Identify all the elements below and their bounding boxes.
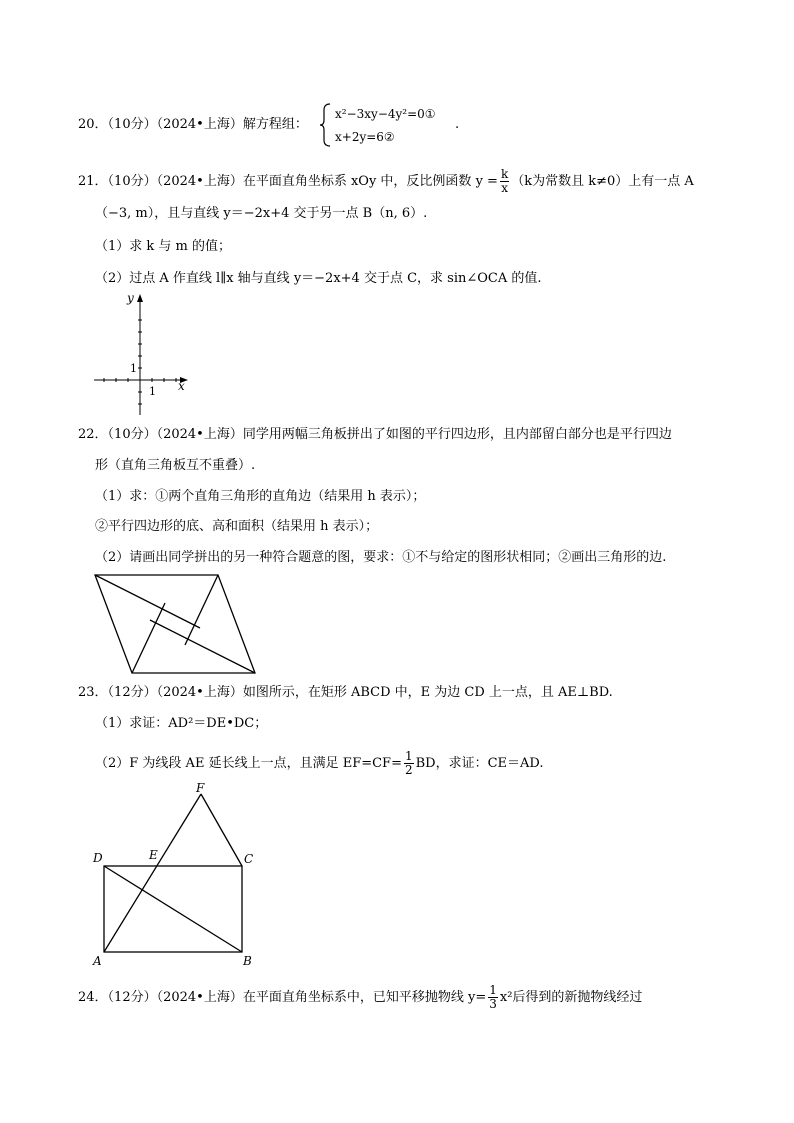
q21-line1-b: （k为常数且 k≠0）上有一点 A <box>511 174 694 189</box>
label-e: E <box>149 848 158 862</box>
q21-frac-den: x <box>501 181 508 195</box>
x-axis-label: x <box>178 379 185 393</box>
q23-part2-a: （2）F 为线段 AE 延长线上一点，且满足 EF=CF= <box>95 756 402 771</box>
q23-frac-num: 1 <box>404 749 413 763</box>
q23-fraction <box>404 750 414 777</box>
segment-af <box>104 794 201 952</box>
y-tick-label: 1 <box>130 362 137 375</box>
q22-part2: （2）请画出同学拼出的另一种符合题意的图，要求：①不与给定的图形状相同；②画出三角形的边. <box>95 550 667 565</box>
label-d: D <box>93 851 103 865</box>
segment-fc <box>201 794 242 866</box>
q24-frac-den: 3 <box>489 997 497 1011</box>
outer-parallelogram <box>95 575 255 673</box>
q20-equation-2: x+2y=6② <box>335 130 395 144</box>
label-a: A <box>93 954 102 968</box>
x-tick-label: 1 <box>149 385 156 398</box>
q22-line1: 22．（10分）（2024•上海）同学用两幅三角板拼出了如图的平行四边形，且内部留白部分也是平行四边 <box>78 427 672 442</box>
q21-line1 <box>78 168 694 195</box>
q24-fraction <box>488 984 498 1011</box>
triangle-edge-4 <box>132 603 165 673</box>
triangle-edge-1 <box>95 575 200 628</box>
q22-part1: （1）求：①两个直角三角形的直角边（结果用 h 表示）； <box>95 489 426 504</box>
q23-frac-den: 2 <box>404 763 413 777</box>
q24-frac-num: 1 <box>489 983 497 997</box>
label-f: F <box>196 781 205 795</box>
triangle-edge-3 <box>150 620 255 673</box>
q21-line1-a: 21．（10分）（2024•上海）在平面直角坐标系 xOy 中，反比例函数 y = <box>78 174 498 189</box>
diagonal-bd <box>104 866 242 952</box>
q21-part2: （2）过点 A 作直线 l∥x 轴与直线 y＝−2x+4 交于点 C，求 sin∠OCA 的值. <box>95 271 542 286</box>
q22-line2: 形（直角三角板互不重叠）. <box>95 458 256 473</box>
label-b: B <box>243 954 252 968</box>
q20-equation-1: x²−3xy−4y²=0① <box>335 107 436 121</box>
q21-line2: （−3, m），且与直线 y＝−2x+4 交于另一点 B（n, 6）. <box>95 206 428 221</box>
q21-fraction <box>500 168 509 195</box>
q23-part2-b: BD，求证：CE＝AD. <box>415 756 544 771</box>
y-axis-arrow <box>137 294 143 302</box>
q24-line1 <box>78 984 642 1011</box>
q20-prefix: 20．（10分）（2024•上海）解方程组： <box>78 117 308 132</box>
q23-part1: （1）求证：AD²＝DE•DC； <box>95 716 268 731</box>
q22-parallelogram-figure <box>90 570 270 680</box>
q23-line1: 23．（12分）（2024•上海）如图所示，在矩形 ABCD 中，E 为边 CD 上一点，且 AE⊥BD. <box>78 685 613 700</box>
triangle-edge-2 <box>185 575 218 645</box>
equation-system-brace <box>320 102 332 148</box>
q21-frac-num: k <box>500 167 509 181</box>
q22-part1b: ②平行四边形的底、高和面积（结果用 h 表示）； <box>95 519 379 534</box>
y-axis-label: y <box>127 291 134 305</box>
q24-line1-b: x²后得到的新抛物线经过 <box>499 990 643 1005</box>
q23-part2 <box>95 750 544 777</box>
label-c: C <box>244 852 254 866</box>
q20-suffix: . <box>455 117 460 132</box>
q21-coordinate-axes <box>90 290 200 420</box>
q23-rectangle-figure <box>88 780 268 970</box>
q24-line1-a: 24．（12分）（2024•上海）在平面直角坐标系中，已知平移抛物线 y= <box>78 990 487 1005</box>
q21-part1: （1）求 k 与 m 的值； <box>95 239 232 254</box>
